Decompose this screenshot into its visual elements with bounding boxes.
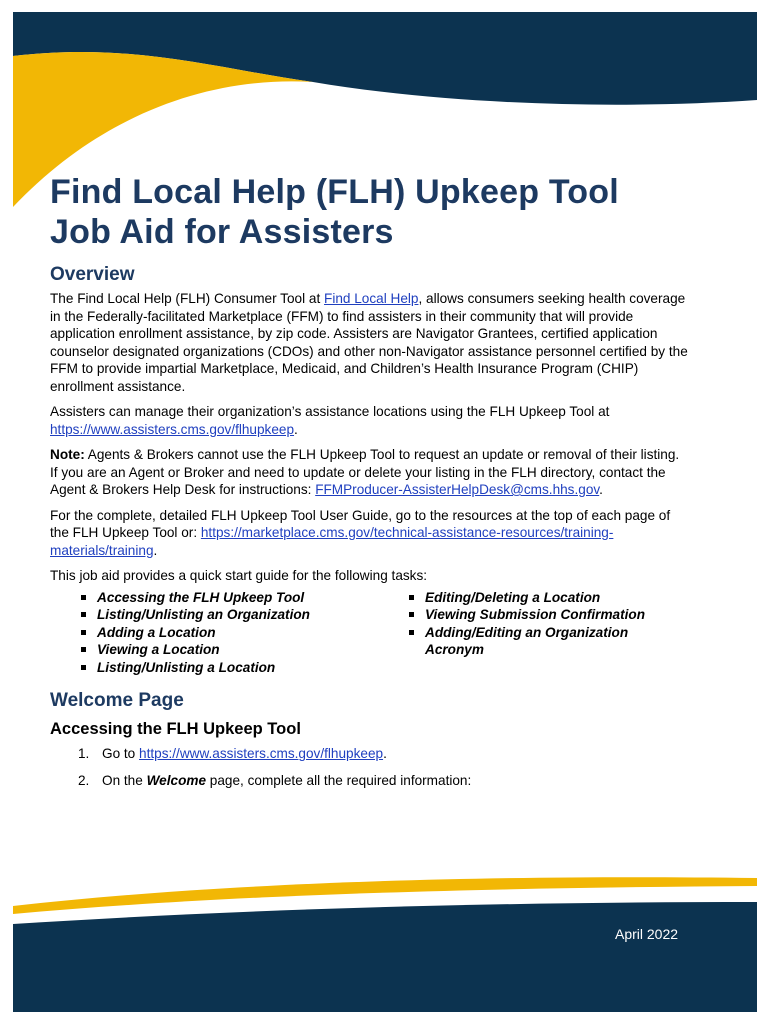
task-item: Listing/Unlisting an Organization bbox=[78, 606, 406, 624]
text: Assisters can manage their organization’s assistance locations using the FLH Upkeep Tool at bbox=[50, 404, 610, 419]
task-list-left bbox=[50, 589, 406, 677]
tasks-intro: This job aid provides a quick start guide for the following tasks: bbox=[50, 568, 428, 583]
task-item: Viewing Submission Confirmation bbox=[406, 606, 666, 624]
title-line-2: Job Aid for Assisters bbox=[50, 213, 394, 251]
overview-paragraph-2 bbox=[50, 403, 690, 438]
task-item: Accessing the FLH Upkeep Tool bbox=[78, 589, 406, 607]
text: On the bbox=[102, 772, 147, 788]
overview-paragraph-1 bbox=[50, 290, 690, 395]
step-item bbox=[50, 772, 690, 790]
task-item: Viewing a Location bbox=[78, 641, 406, 659]
note-label: Note: bbox=[50, 447, 85, 462]
task-item: Editing/Deleting a Location bbox=[406, 589, 666, 607]
task-list bbox=[50, 589, 690, 677]
footer-date: April 2022 bbox=[615, 926, 679, 942]
task-item: Adding a Location bbox=[78, 624, 406, 642]
text: . bbox=[153, 542, 158, 558]
note-paragraph bbox=[50, 446, 690, 499]
welcome-emphasis: Welcome bbox=[146, 772, 207, 788]
text: The Find Local Help (FLH) Consumer Tool at bbox=[50, 291, 325, 306]
accessing-subheading: Accessing the FLH Upkeep Tool bbox=[50, 720, 301, 739]
flh-upkeep-link[interactable]: https://www.assisters.cms.gov/flhupkeep bbox=[50, 421, 295, 437]
text: , allows consumers seeking health coverage in the Federally-facilitated Marketplace (FFM) to find assisters in their community that will provide application enrollment assistance, by zip code. Assisters are Navigator Grantees, certified application counselor designated organizations (CDOs) and other non-Navigator assistance personnel certified by the FFM to provide impartial Marketplace, Medicaid, and Children’s Health Insurance Program (CHIP) enrollment assistance. bbox=[50, 291, 688, 394]
title-line-1: Find Local Help (FLH) Upkeep Tool bbox=[50, 173, 619, 211]
text: Agents & Brokers cannot use the FLH Upkeep Tool to request an update or removal of their listing. If you are an Agent or Broker and need to update or delete your listing in the FLH directory, contact the Agent & Brokers Help Desk for instructions: bbox=[50, 447, 680, 497]
step-flh-upkeep-link[interactable]: https://www.assisters.cms.gov/flhupkeep bbox=[139, 746, 384, 762]
step-number: 2. bbox=[78, 772, 90, 788]
text: . bbox=[599, 482, 603, 497]
text: . bbox=[294, 421, 298, 437]
text: For the complete, detailed FLH Upkeep Tool User Guide, go to the resources at the top of each page of the FLH Upkeep Tool or: bbox=[50, 507, 671, 540]
text: . bbox=[383, 746, 387, 762]
help-desk-email-link[interactable]: FFMProducer-AssisterHelpDesk@cms.hhs.gov bbox=[315, 482, 600, 497]
step-number: 1. bbox=[78, 746, 90, 762]
welcome-heading: Welcome Page bbox=[50, 690, 184, 712]
user-guide-paragraph bbox=[50, 507, 690, 560]
training-resources-link[interactable]: https://marketplace.cms.gov/technical-assistance-resources/training-materials/training bbox=[50, 525, 614, 558]
text: page, complete all the required information: bbox=[206, 772, 472, 788]
page-title bbox=[50, 172, 690, 252]
step-item bbox=[50, 745, 690, 763]
task-item: Adding/Editing an Organization Acronym bbox=[406, 624, 666, 659]
main-content bbox=[50, 172, 690, 798]
steps-list bbox=[50, 745, 690, 789]
task-list-right bbox=[406, 589, 666, 677]
task-item: Listing/Unlisting a Location bbox=[78, 659, 406, 677]
find-local-help-link[interactable]: Find Local Help bbox=[324, 291, 419, 306]
text: Go to bbox=[102, 746, 140, 762]
overview-heading: Overview bbox=[50, 264, 135, 285]
